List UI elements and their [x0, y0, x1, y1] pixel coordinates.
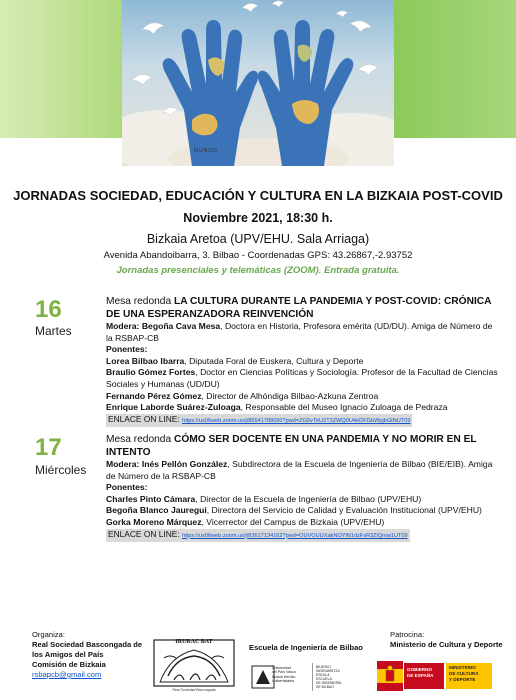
organizer-block [32, 630, 152, 680]
session-2-day-name: Miércoles [35, 463, 87, 477]
session-2-zoom-link[interactable]: https://us06web.zoom.us/j/83617134162?pwd=OUVOUUXakNOYlN1dzFsR3ZiQmw1UT09 [182, 532, 408, 539]
session-1-heading [106, 296, 500, 321]
session-1-day-name: Martes [35, 324, 72, 338]
session-1-title: LA CULTURA DURANTE LA PANDEMIA Y POST-COVID: CRÓNICA DE UNA ESPERANZADORA REINVENCIÓN [106, 296, 492, 320]
ministry-line: Y DEPORTE [449, 677, 476, 682]
univ-line: del País Vasco [272, 670, 296, 675]
session-2 [106, 434, 500, 542]
session-1-zoom-link[interactable]: https://us06web.zoom.us/j/86541788090?pwd=ZG5vTkU2T3ZWQ0U4eDFGbWpjbGtNUT09 [182, 417, 411, 424]
session-1-moderator [106, 321, 500, 344]
event-venue: Bizkaia Aretoa (UPV/EHU. Sala Arriaga) [146, 232, 370, 246]
hero-caption: MUNDO [194, 148, 218, 154]
organizer-line: Comisión de Bizkaia [32, 660, 106, 669]
ministry-line: DE CULTURA [449, 671, 479, 676]
gov-line: GOBIERNO [407, 667, 433, 672]
upv-ehu-logos [246, 663, 372, 693]
sponsor-block [390, 630, 510, 650]
rsbap-emblem-logo [150, 636, 238, 698]
organizer-line: los Amigos del País [32, 650, 104, 659]
ministry-logo [371, 657, 495, 697]
speaker-item: Braulio Gómez Fortes, Doctor en Ciencias Políticas y Sociología. Profesor de la Facultad de Ciencias Sociales y Humanas (UD/DU) [106, 367, 498, 389]
univ-line: Euskal Herriko [272, 674, 296, 679]
spain-coat-of-arms-icon [377, 661, 403, 691]
page-title: JORNADAS SOCIEDAD, EDUCACIÓN Y CULTURA EN LA BIZKAIA POST-COVID [13, 188, 503, 203]
moderator-name: Begoña Cava Mesa [141, 321, 221, 331]
event-modality: Jornadas presenciales y telemáticas (ZOOM). Entrada gratuita. [116, 265, 400, 276]
event-date: Noviembre 2021, 18:30 h. [183, 211, 333, 225]
speaker-item: Charles Pinto Cámara, Director de la Escuela de Ingeniería de Bilbao (UPV/EHU) [106, 493, 422, 504]
moderator-desc: , Subdirectora de la Escuela de Ingeniería de Bilbao (BIE/EIB). Amiga de Número de la RSBAP-CB [106, 459, 493, 481]
school-name: Escuela de Ingeniería de Bilbao [249, 643, 363, 652]
speakers-label: Ponentes: [106, 482, 148, 493]
session-2-title: CÓMO SER DOCENTE EN UNA PANDEMIA Y NO MORIR EN EL INTENTO [106, 434, 477, 458]
speaker-item: Enrique Laborde Suárez-Zuloaga, Responsable del Museo Ignacio Zuloaga de Pedraza [106, 402, 448, 413]
link-label: ENLACE ON LINE: [108, 413, 180, 424]
link-label: ENLACE ON LINE: [108, 528, 180, 539]
emblem-caption: Real Sociedad Bascongada [172, 688, 216, 692]
session-2-link-box [106, 529, 410, 543]
organizer-line: Real Sociedad Bascongada de [32, 640, 143, 649]
session-2-type: Mesa redonda [106, 434, 172, 445]
sponsor-name: Ministerio de Cultura y Deporte [390, 640, 503, 649]
gov-line: DE ESPAÑA [407, 673, 434, 678]
univ-line: Unibertsitatea [272, 679, 295, 684]
hero-image [122, 0, 394, 166]
moderator-label: Modera: [106, 321, 140, 331]
school-block [249, 643, 379, 653]
organizer-email[interactable]: rsbapcb@gmail.com [32, 670, 102, 679]
session-1-link-box [106, 414, 412, 428]
school-logo-text: BILBOKO INGENIARITZA ESKOLA ESCUELA DE INGENIERÍA DE BILBAO [316, 665, 342, 689]
univ-line: Universidad [272, 666, 291, 670]
emblem-motto: IRURAC BAT [175, 639, 213, 645]
session-1-day-number: 16 [35, 296, 62, 323]
speakers-label: Ponentes: [106, 344, 148, 355]
ministry-line: MINISTERIO [449, 665, 476, 670]
moderator-desc: , Doctora en Historia, Profesora emérita (UD/DU). Amiga de Número de la RSBAP-CB [106, 321, 493, 343]
patrocina-label: Patrocina: [390, 630, 425, 639]
speaker-item: Lorea Bilbao Ibarra, Diputada Foral de Euskera, Cultura y Deporte [106, 355, 364, 366]
speaker-item: Fernando Pérez Gómez, Director de Alhóndiga Bilbao-Azkuna Zentroa [106, 390, 379, 401]
session-2-day-number: 17 [35, 434, 62, 461]
speaker-item: Gorka Moreno Márquez, Vicerrector del Campus de Bizkaia (UPV/EHU) [106, 516, 385, 527]
session-2-heading [106, 434, 500, 459]
hands-world-illustration [122, 0, 394, 166]
session-1-type: Mesa redonda [106, 296, 172, 307]
moderator-label: Modera: [106, 459, 140, 469]
session-2-moderator [106, 459, 500, 482]
session-1 [106, 296, 500, 427]
organiza-label: Organiza: [32, 630, 65, 639]
event-address: Avenida Abandoibarra, 3. Bilbao - Coordenadas GPS: 43.26867,-2.93752 [103, 250, 413, 261]
speaker-item: Begoña Blanco Jauregui, Directora del Servicio de Calidad y Evaluación Institucional (UPV/EHU) [106, 505, 482, 516]
moderator-name: Inés Pellón González [141, 459, 228, 469]
